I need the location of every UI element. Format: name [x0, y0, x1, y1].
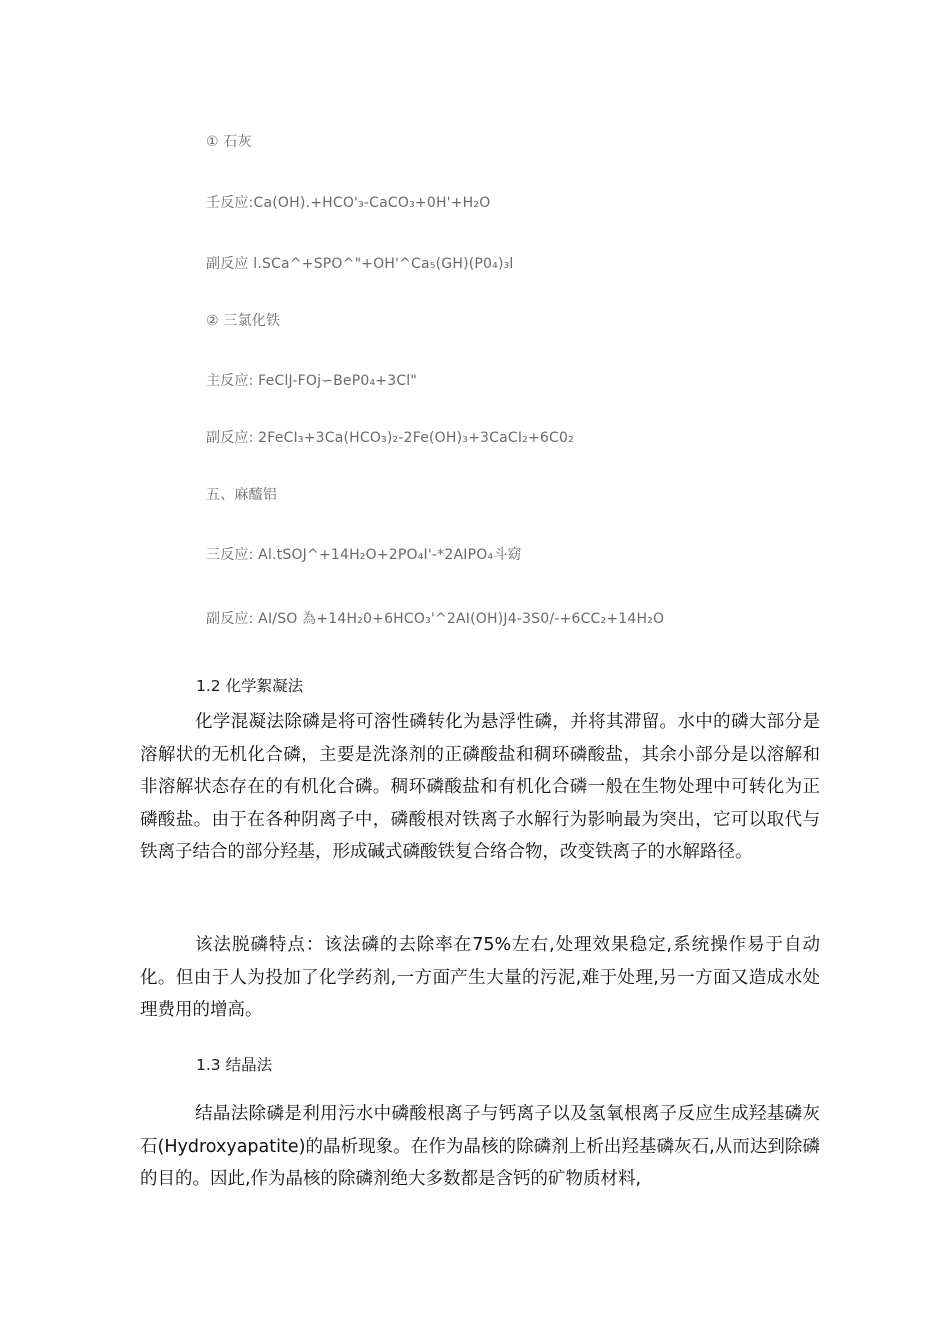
lime-title: ① 石灰 [206, 134, 252, 150]
lime-main-reaction: 壬反应:Ca(OH).+HCO'₃-CaCO₃+0H'+H₂O [206, 195, 491, 211]
ferric-chloride-side-reaction: 副反应: 2FeCI₃+3Ca(HCO₃)₂-2Fe(OH)₃+3CaCI₂+6C0₂ [206, 430, 574, 446]
alum-main-reaction: 三反应: Al.tSOJ^+14H₂O+2PO₄Ⅰ'-*2AIPO₄斗窈 [206, 547, 522, 563]
section-heading-1-3: 1.3 结晶法 [196, 1056, 273, 1074]
section-1-3-paragraph-1: 结晶法除磷是利用污水中磷酸根离子与钙离子以及氢氧根离子反应生成羟基磷灰石(Hydroxyapatite)的晶析现象。在作为晶核的除磷剂上析出羟基磷灰石,从而达到除磷的目的。因此,作为晶核的除磷剂绝大多数都是含钙的矿物质材料, [140, 1104, 820, 1189]
section-1-2-paragraph-2: 该法脱磷特点：该法磷的去除率在75%左右,处理效果稳定,系统操作易于自动化。但由于人为投加了化学药剂,一方面产生大量的污泥,难于处理,另一方面又造成水处理费用的增高。 [140, 935, 820, 1020]
lime-side-reaction: 副反应 l.SCa^+SPO^"+OH'^Ca₅(GH)(P0₄)₃l [206, 256, 514, 272]
section-heading-1-2: 1.2 化学絮凝法 [196, 677, 304, 695]
alum-side-reaction: 副反应: AI/SO 為+14H₂0+6HCO₃'^2AI(OH)J4-3S0/-+6CC₂+14H₂O [206, 611, 665, 627]
ferric-chloride-main-reaction: 主反应: FeClJ-FOj∽BeP0₄+3Cl" [206, 373, 418, 389]
ferric-chloride-title: ② 三氯化铁 [206, 313, 281, 329]
alum-title: 五、麻醯铝 [206, 487, 277, 503]
section-1-2-paragraph-1: 化学混凝法除磷是将可溶性磷转化为悬浮性磷，并将其滞留。水中的磷大部分是溶解状的无机化合磷，主要是洗涤剂的正磷酸盐和稠环磷酸盐，其余小部分是以溶解和非溶解状态存在的有机化合磷。稠环磷酸盐和有机化合磷一般在生物处理中可转化为正磷酸盐。由于在各种阴离子中，磷酸根对铁离子水解行为影响最为突出，它可以取代与铁离子结合的部分羟基，形成碱式磷酸铁复合络合物，改变铁离子的水解路径。 [140, 712, 820, 862]
